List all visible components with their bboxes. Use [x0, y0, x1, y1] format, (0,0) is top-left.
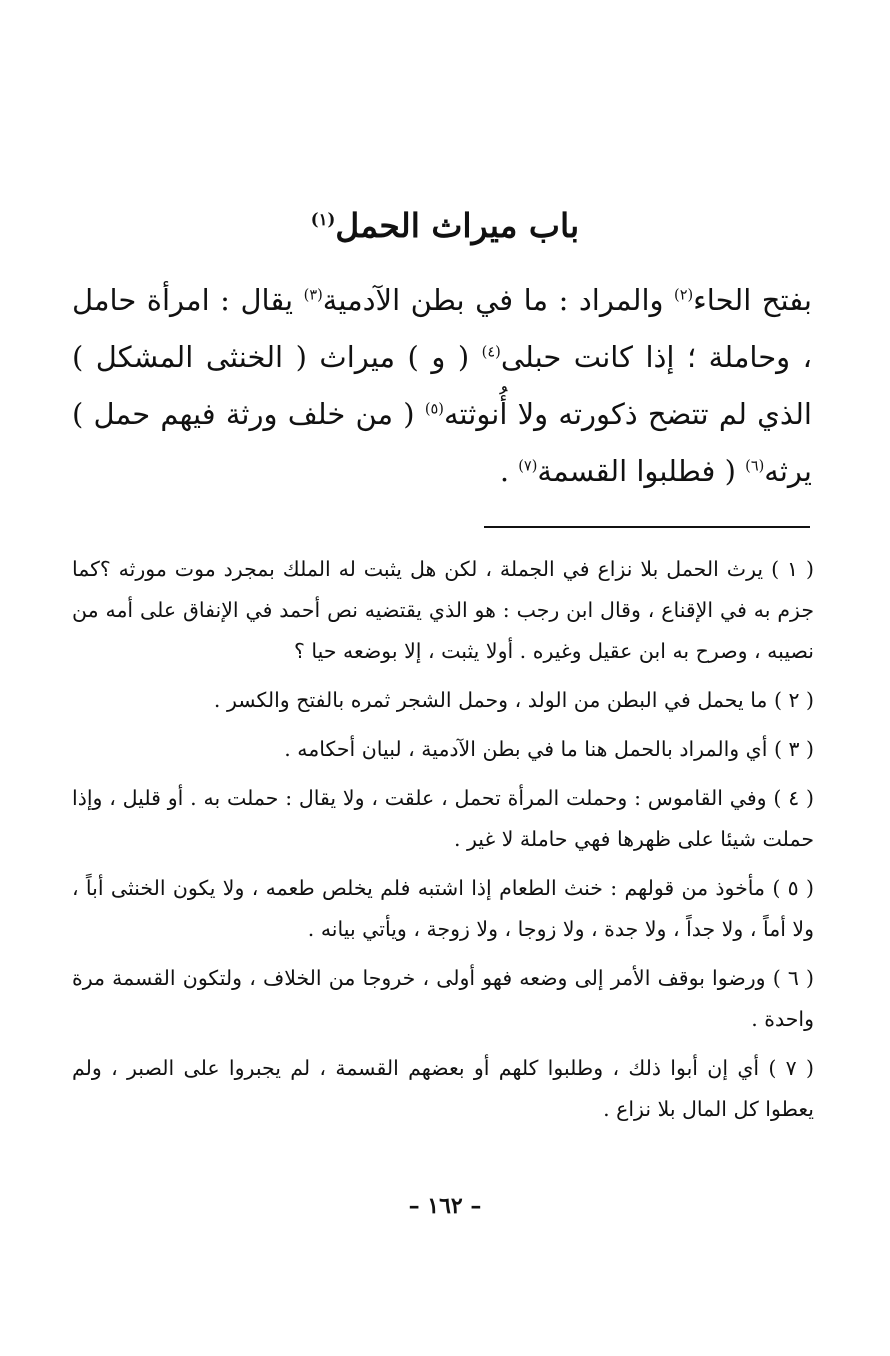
main-text-segment: والمراد : ما في بطن الآدمية — [322, 283, 675, 317]
footnote-text: وفي القاموس : وحملت المرأة تحمل ، علقت ، ولا يقال : حملت به . أو قليل ، وإذا حملت شيئا على ظهرها فهي حاملة لا غير . — [72, 786, 814, 851]
footnote-1 — [72, 549, 814, 672]
main-text-segment: ( فطلبوا القسمة — [537, 454, 746, 488]
footnote-4 — [72, 778, 814, 860]
footnote-ref-7: (٧) — [518, 458, 538, 475]
footnote-7 — [72, 1048, 814, 1130]
footnote-ref-5: (٥) — [424, 401, 444, 418]
footnote-separator — [484, 526, 810, 528]
footnote-text: أي إن أبوا ذلك ، وطلبوا كلهم أو بعضهم القسمة ، لم يجبروا على الصبر ، ولم يعطوا كل المال بلا نزاع . — [72, 1056, 814, 1121]
main-text-segment: بفتح الحاء — [693, 283, 812, 317]
footnote-number: ( ٤ ) — [773, 786, 815, 810]
footnote-number: ( ١ ) — [771, 557, 814, 581]
main-text-segment: . — [499, 454, 519, 488]
footnote-ref-2: (٢) — [674, 287, 694, 304]
main-text-segment: يقال : امرأة حامل ، وحاملة ؛ إذا كانت حبلى — [72, 283, 812, 374]
footnotes — [72, 549, 814, 1138]
main-text-segment: ( و ) ميراث ( الخنثى المشكل ) الذي لم تتضح ذكورته ولا أُنوثته — [72, 340, 812, 431]
chapter-title-text: باب ميراث الحمل — [335, 206, 580, 245]
footnote-number: ( ٧ ) — [768, 1056, 814, 1080]
chapter-title-footnote-ref: (١) — [310, 210, 336, 229]
footnote-number: ( ٢ ) — [773, 688, 814, 712]
footnote-ref-3: (٣) — [303, 287, 323, 304]
footnote-text: ورضوا بوقف الأمر إلى وضعه فهو أولى ، خروجا من الخلاف ، ولتكون القسمة مرة واحدة . — [72, 966, 814, 1031]
footnote-3 — [72, 729, 814, 770]
footnote-text: ما يحمل في البطن من الولد ، وحمل الشجر ثمره بالفتح والكسر . — [213, 688, 768, 712]
footnote-ref-4: (٤) — [481, 344, 501, 361]
footnote-number: ( ٦ ) — [772, 966, 815, 990]
footnote-number: ( ٥ ) — [772, 876, 814, 900]
footnote-6 — [72, 958, 814, 1040]
footnote-2 — [72, 680, 814, 721]
main-text-segment: ( من خلف ورثة فيهم حمل ) يرثه — [72, 397, 812, 488]
footnote-text: يرث الحمل بلا نزاع في الجملة ، لكن هل يثبت له الملك بمجرد موت مورثه ؟كما جزم به في الإقناع ، وقال ابن رجب : هو الذي يقتضيه نص أحمد في الإنفاق على أمه من نصيبه ، وصرح به ابن عقيل وغيره . أولا يثبت ، إلا بوضعه حيا ؟ — [72, 557, 814, 663]
chapter-title — [0, 196, 890, 256]
footnote-text: مأخوذ من قولهم : خنث الطعام إذا اشتبه فلم يخلص طعمه ، ولا يكون الخنثى أباً ، ولا أماً ، ولا جداً ، ولا جدة ، ولا زوجا ، ولا زوجة ، ويأتي بيانه . — [72, 876, 814, 941]
footnote-text: أي والمراد بالحمل هنا ما في بطن الآدمية ، لبيان أحكامه . — [284, 737, 768, 761]
footnote-ref-6: (٦) — [745, 458, 765, 475]
footnote-5 — [72, 868, 814, 950]
footnote-number: ( ٣ ) — [773, 737, 814, 761]
main-text — [72, 272, 812, 500]
page-number: – ١٦٢ – — [408, 1193, 482, 1219]
